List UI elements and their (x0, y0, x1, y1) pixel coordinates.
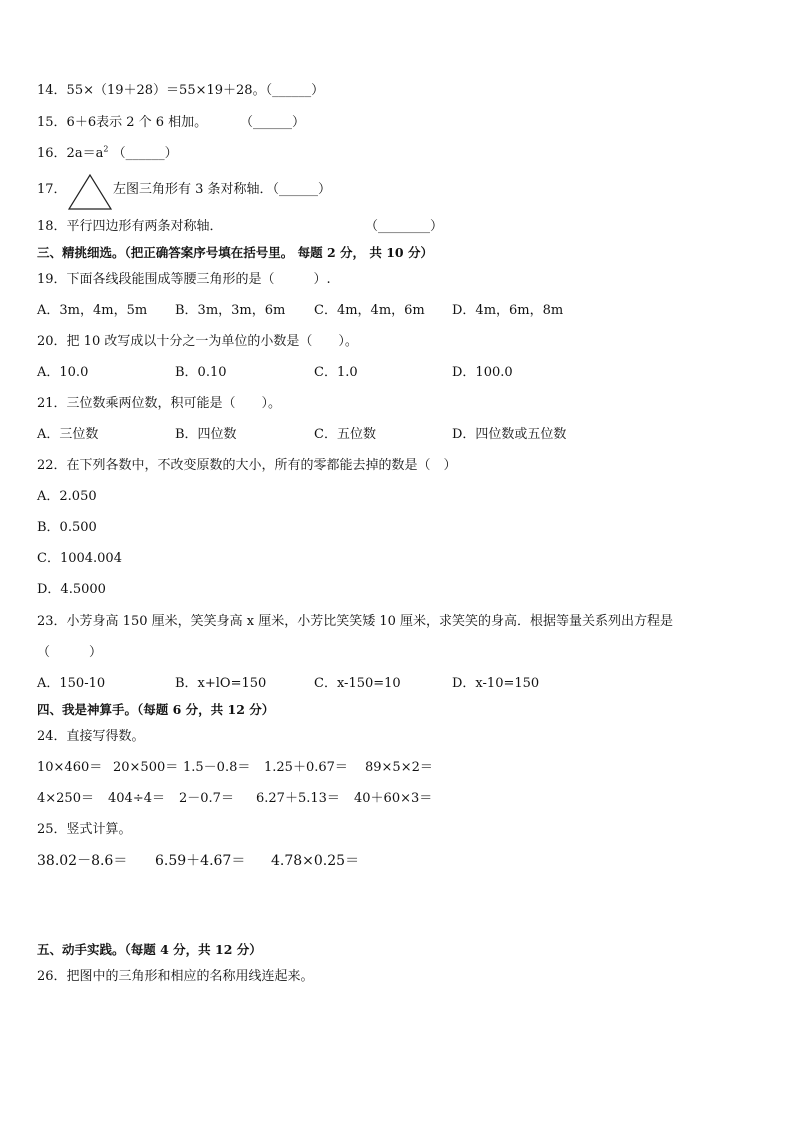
option-b[interactable]: B．3m，3m，6m (175, 303, 286, 318)
question-24-stem: 24．直接写得数。 (37, 729, 145, 744)
option-c[interactable]: C．1004.004 (37, 551, 122, 566)
vertical-calc-item: 6.59＋4.67＝ (155, 853, 246, 869)
option-a[interactable]: A．2.050 (37, 489, 97, 504)
calc-item: 1.5－0.8＝ (183, 760, 251, 775)
question-17-number: 17． (37, 182, 67, 197)
calc-item: 6.27＋5.13＝ (256, 791, 340, 806)
question-text: 18．平行四边形有两条对称轴． (37, 219, 223, 234)
question-15 (37, 114, 207, 132)
option-a[interactable]: A．10.0 (37, 365, 89, 380)
option-d[interactable]: D．4.5000 (37, 582, 106, 597)
answer-blank[interactable]: （________） (365, 219, 444, 234)
calc-item: 404÷4＝ (108, 791, 165, 806)
calc-item: 89×5×2＝ (365, 760, 433, 775)
option-b[interactable]: B．x+lO=150 (175, 676, 267, 691)
question-text: 16．2a＝a (37, 146, 104, 161)
option-c[interactable]: C．1.0 (314, 365, 358, 380)
option-a[interactable]: A．150-10 (37, 676, 106, 691)
option-d[interactable]: D．x-10=150 (452, 676, 540, 691)
calc-item: 1.25＋0.67＝ (264, 760, 348, 775)
vertical-calc-item: 38.02－8.6＝ (37, 853, 128, 869)
question-19-stem: 19．下面各线段能围成等腰三角形的是（ ）. (37, 272, 331, 287)
answer-paren[interactable]: （ ） (37, 645, 103, 660)
question-text: 15．6＋6表示 2 个 6 相加。 (37, 115, 208, 130)
calc-item: 4×250＝ (37, 791, 94, 806)
question-text: 左图三角形有 3 条对称轴． (113, 182, 273, 197)
calc-item: 10×460＝ (37, 760, 103, 775)
section-5-heading: 五、动手实践。（每题 4 分，共 12 分） (37, 942, 262, 957)
calc-item: 20×500＝ (113, 760, 179, 775)
section-3-heading: 三、精挑细选。（把正确答案序号填在括号里。 每题 2 分， 共 10 分） (37, 245, 433, 260)
option-b[interactable]: B．0.10 (175, 365, 227, 380)
question-22-stem: 22．在下列各数中，不改变原数的大小，所有的零都能去掉的数是（ ） (37, 458, 457, 473)
option-d[interactable]: D．四位数或五位数 (452, 427, 567, 442)
option-a[interactable]: A．3m，4m，5m (37, 303, 148, 318)
option-a[interactable]: A．三位数 (37, 427, 99, 442)
question-20-stem: 20．把 10 改写成以十分之一为单位的小数是（ ）。 (37, 334, 358, 349)
answer-blank[interactable]: （______） (112, 146, 178, 161)
option-b[interactable]: B．四位数 (175, 427, 237, 442)
question-23-stem: 23．小芳身高 150 厘米，笑笑身高 x 厘米，小芳比笑笑矮 10 厘米，求笑笑的身高．根据等量关系列出方程是 (37, 614, 674, 629)
question-26-stem: 26．把图中的三角形和相应的名称用线连起来。 (37, 969, 314, 984)
question-21-stem: 21．三位数乘两位数，积可能是（ ）。 (37, 396, 282, 411)
answer-blank[interactable]: （______） (272, 182, 332, 197)
section-4-heading: 四、我是神算手。（每题 6 分，共 12 分） (37, 702, 275, 717)
question-25-stem: 25．竖式计算。 (37, 822, 132, 837)
question-18 (37, 218, 223, 236)
calc-item: 40＋60×3＝ (354, 791, 433, 806)
question-17-text (113, 181, 331, 199)
option-d[interactable]: D．4m，6m，8m (452, 303, 564, 318)
answer-blank[interactable]: （______） (265, 83, 325, 98)
triangle-figure (68, 174, 112, 210)
exponent: 2 (103, 144, 109, 154)
option-c[interactable]: C．x-150=10 (314, 676, 401, 691)
option-c[interactable]: C．4m，4m，6m (314, 303, 425, 318)
option-c[interactable]: C．五位数 (314, 427, 376, 442)
calc-item: 2－0.7＝ (179, 791, 234, 806)
vertical-calc-item: 4.78×0.25＝ (271, 853, 360, 869)
question-14 (37, 82, 324, 100)
option-b[interactable]: B．0.500 (37, 520, 97, 535)
question-16 (37, 145, 178, 163)
question-text: 14．55×（19＋28）＝55×19＋28。 (37, 83, 266, 98)
option-d[interactable]: D．100.0 (452, 365, 513, 380)
answer-blank[interactable]: （______） (240, 115, 306, 130)
